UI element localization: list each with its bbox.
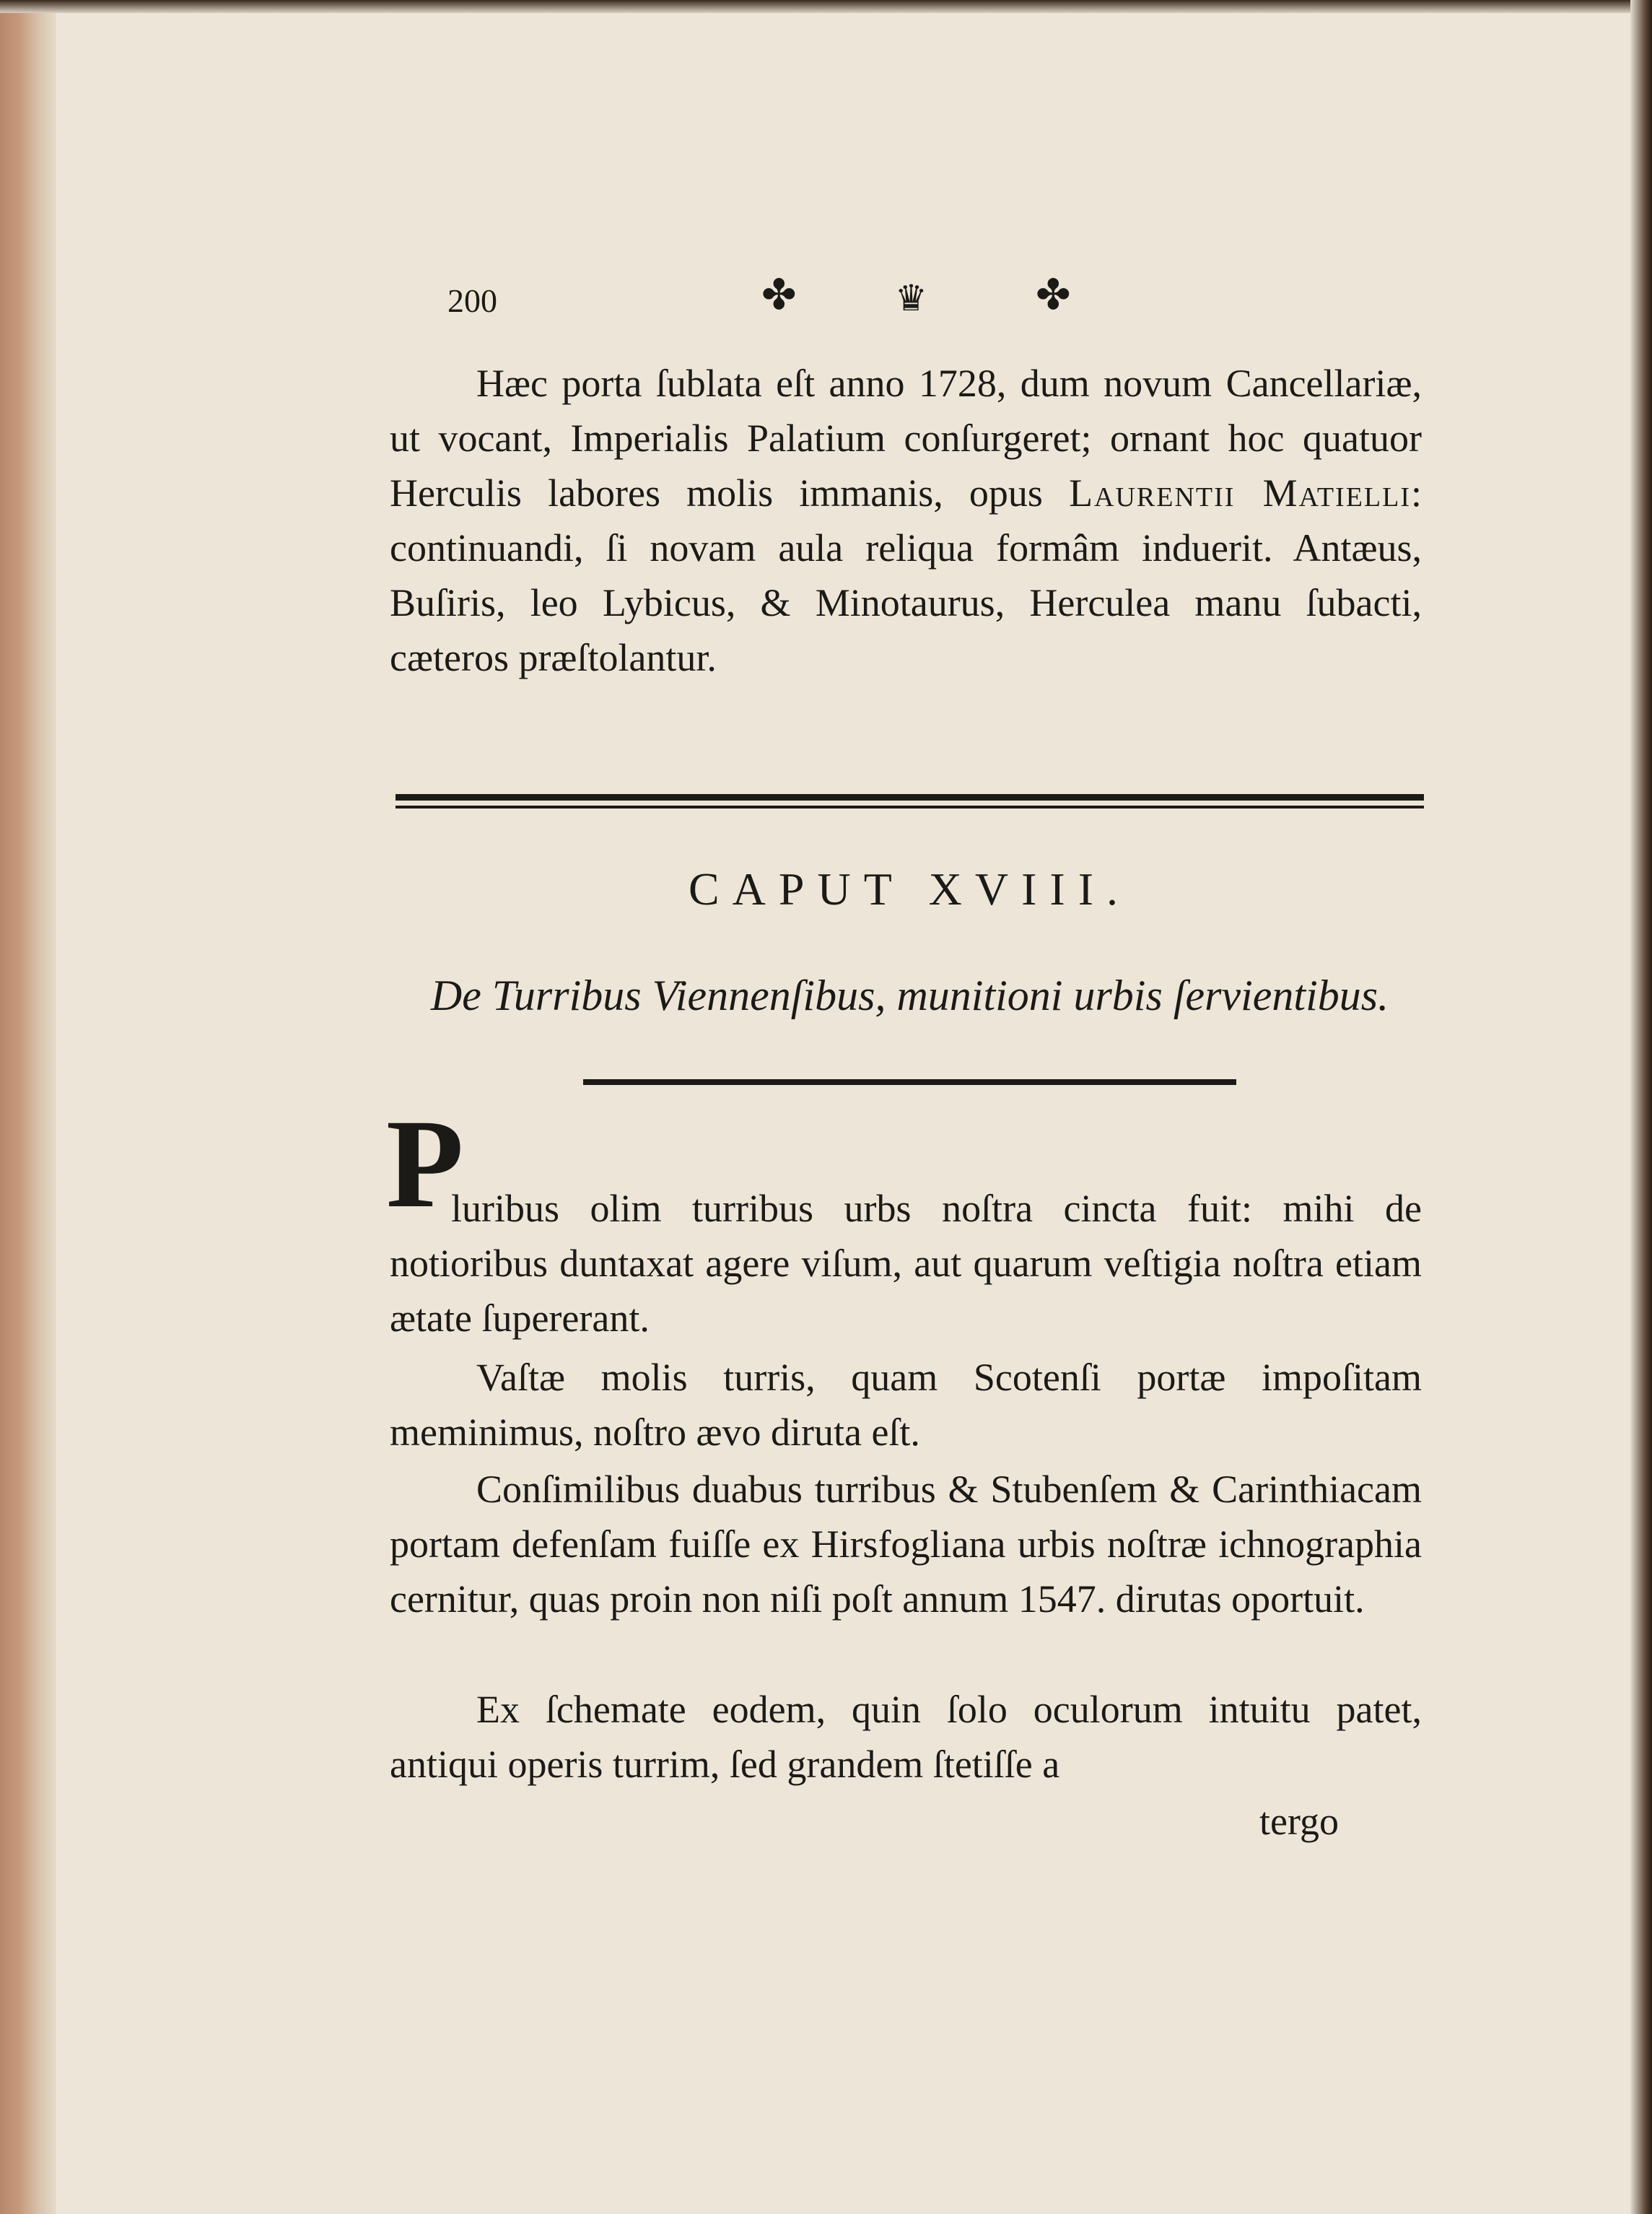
catchword: tergo bbox=[1259, 1800, 1339, 1843]
paragraph-porta-text-a: Hæc porta ſublata eſt anno 1728, dum novum Cancellariæ, ut vocant, Imperialis Palatium conſurgeret; ornant hoc quatuor Herculis labores molis immanis, opus bbox=[390, 362, 1422, 515]
paragraph-stubensem: Conſimilibus duabus turribus & Stubenſem & Carinthiacam portam defenſam fuiſſe ex Hirsfogliana urbis noſtræ ichnographia cernitur, quas proin non niſi poſt annum 1547. dirutas oportuit. bbox=[390, 1468, 1422, 1621]
paragraph-porta bbox=[390, 356, 1422, 685]
section-double-rule bbox=[395, 794, 1424, 813]
drop-cap: P bbox=[386, 1094, 464, 1234]
fleuron-left-icon: ✤ bbox=[761, 271, 797, 318]
subtitle-rule bbox=[583, 1079, 1236, 1085]
page-number: 200 bbox=[447, 282, 497, 319]
page-gutter-edge bbox=[0, 0, 56, 2214]
page-right-edge bbox=[1630, 0, 1652, 2214]
crown-icon: ♛ bbox=[895, 278, 927, 318]
paragraph-turribus: luribus olim turribus urbs noſtra cincta fuit: mihi de notioribus duntaxat agere viſum, aut quarum veſtigia noſtra etiam ætate ſupererant. bbox=[390, 1187, 1422, 1340]
paragraph-schemate: Ex ſchemate eodem, quin ſolo oculorum intuitu patet, antiqui operis turrim, ſed grandem ſtetiſſe a bbox=[390, 1688, 1422, 1786]
paragraph-scotensi: Vaſtæ molis turris, quam Scotenſi portæ impoſitam meminimus, noſtro ævo diruta eſt. bbox=[390, 1356, 1422, 1454]
author-name: Laurentii Matielli bbox=[1069, 471, 1411, 515]
page-top-edge bbox=[0, 0, 1652, 13]
chapter-subtitle: De Turribus Viennenſibus, munitioni urbis ſervientibus. bbox=[430, 972, 1389, 1019]
rule-thin-line bbox=[395, 806, 1424, 809]
paragraph-porta-text-b: : continuandi, ſi novam aula reliqua formâm induerit. Antæus, Buſiris, leo Lybicus, & Minotaurus, Herculea manu ſubacti, cæteros præſtolantur. bbox=[390, 471, 1422, 679]
running-header bbox=[447, 267, 1097, 332]
fleuron-right-icon: ✤ bbox=[1036, 271, 1071, 318]
rule-thick-line bbox=[395, 794, 1424, 801]
chapter-title: CAPUT XVIII. bbox=[688, 863, 1132, 915]
